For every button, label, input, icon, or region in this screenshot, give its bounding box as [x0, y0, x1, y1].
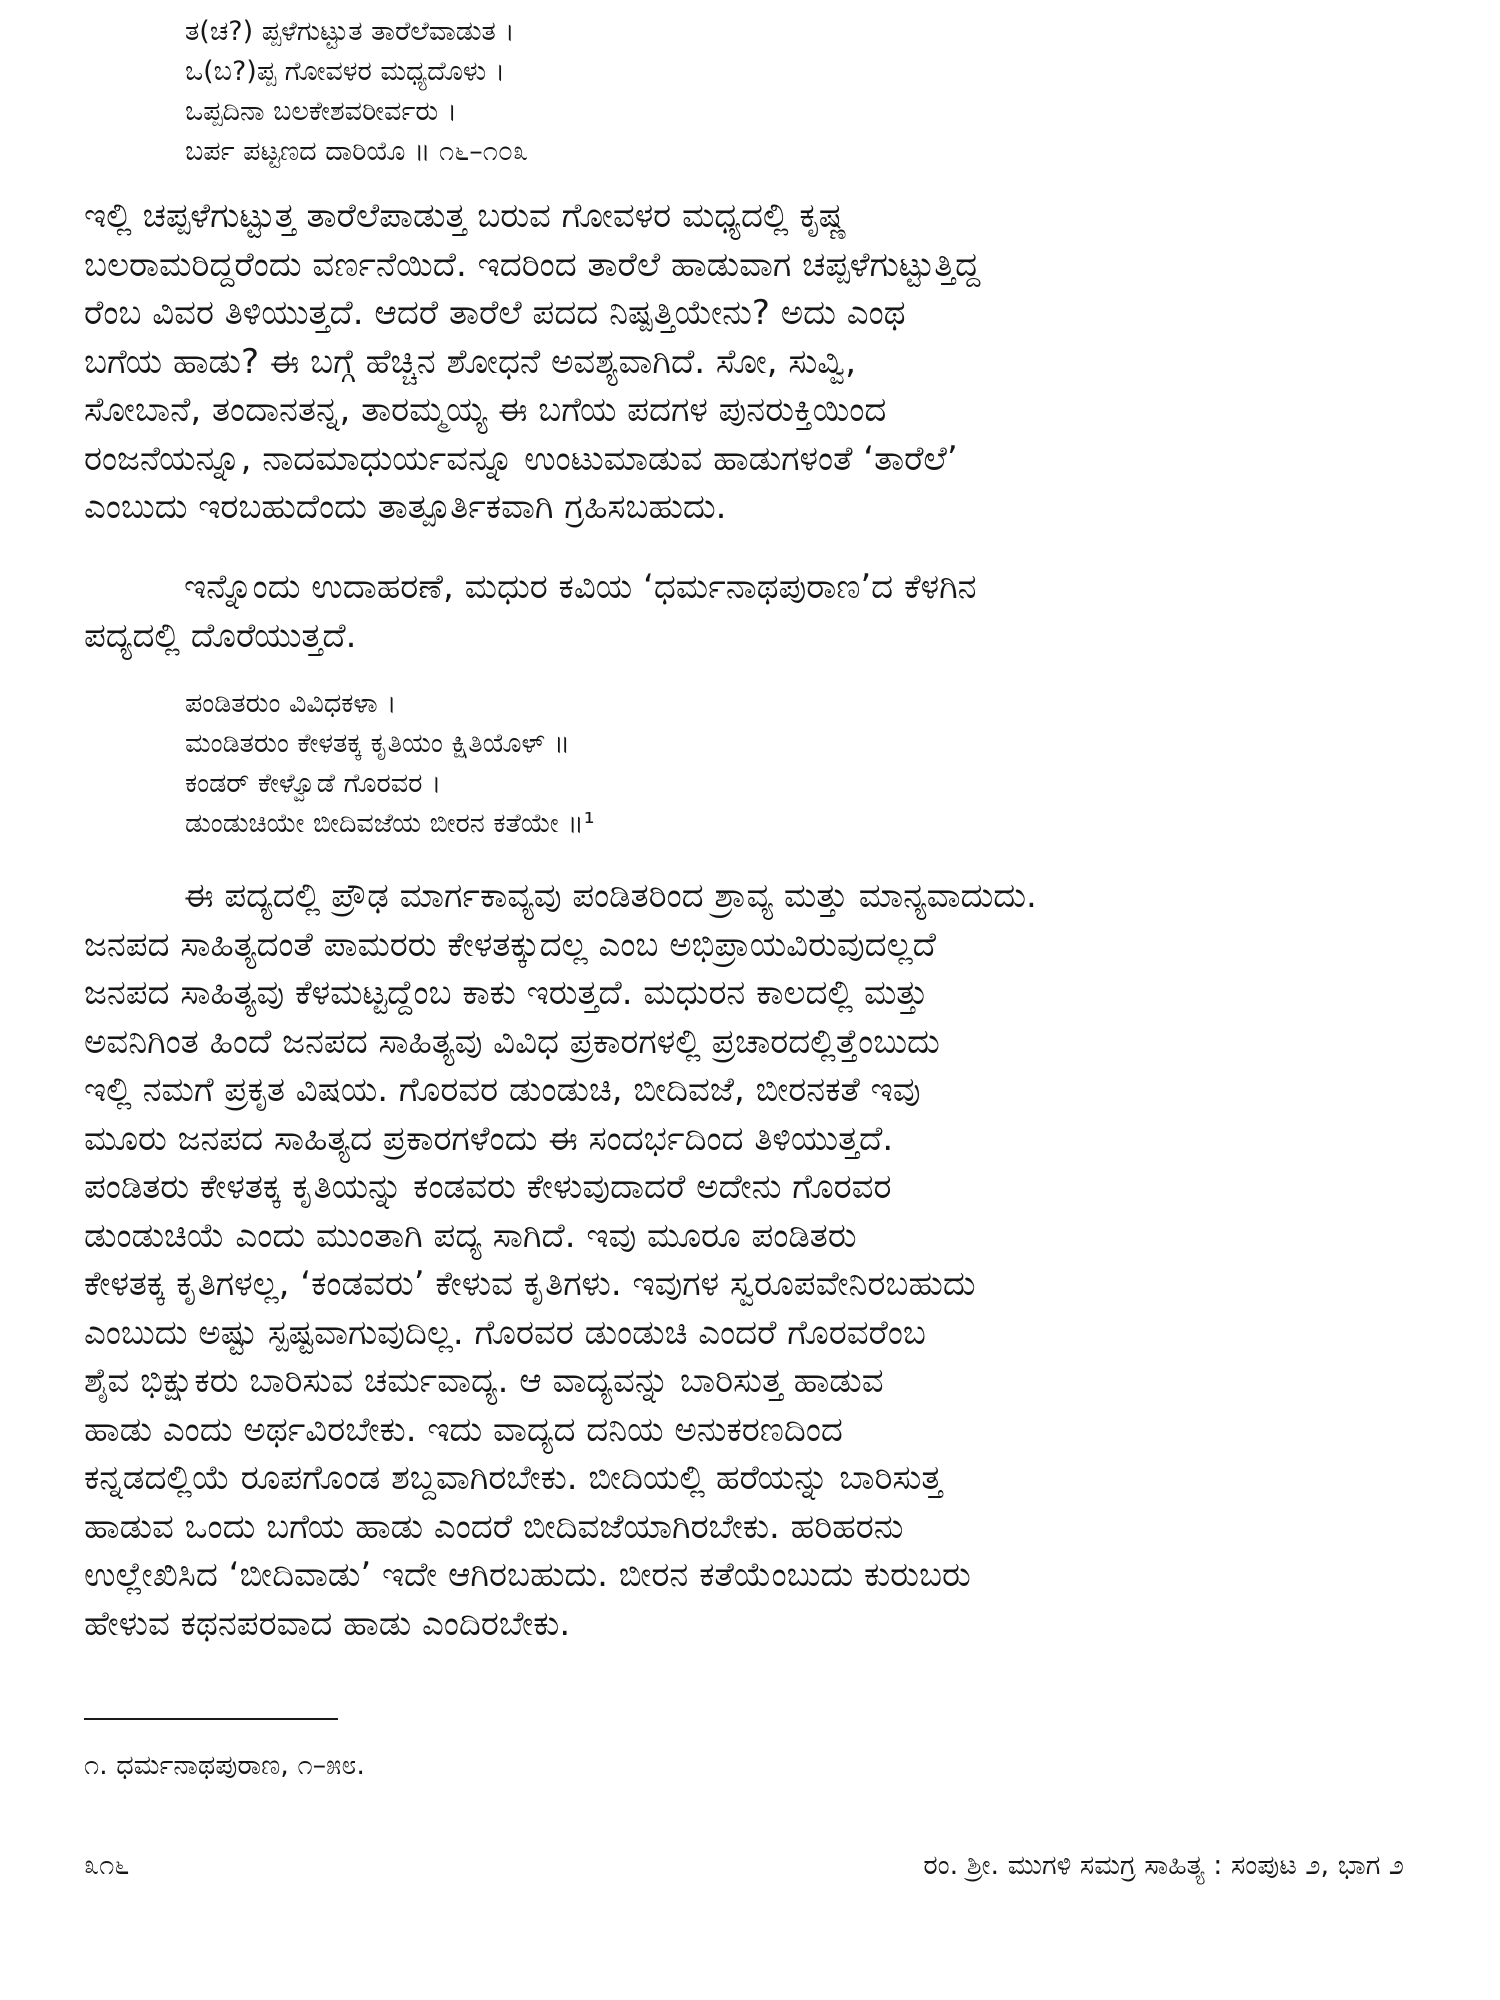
verse-block-middle [185, 684, 1385, 844]
verse-line: ಒಪ್ಪದಿನಾ ಬಲಕೇಶವರೀರ್ವರು । [185, 96, 458, 127]
text-line: ಹಾಡುವ ಒಂದು ಬಗೆಯ ಹಾಡು ಎಂದರೆ ಬೀದಿವಜೆಯಾಗಿರಬೇಕು. ಹರಿಹರನು [84, 1506, 904, 1547]
verse-line: ಮಂಡಿತರುಂ ಕೇಳತಕ್ಕ ಕೃತಿಯಂ ಕ್ಷಿತಿಯೊಳ್ ॥ [185, 728, 570, 759]
text-line: ಎಂಬುದು ಅಷ್ಟು ಸ್ಪಷ್ಟವಾಗುವುದಿಲ್ಲ. ಗೊರವರ ಡುಂಡುಚಿ ಎಂದರೆ ಗೊರವರೆಂಬ [84, 1312, 926, 1353]
text-line: ಉಲ್ಲೇಖಿಸಿದ ‘ಬೀದಿವಾಡು’ ಇದೇ ಆಗಿರಬಹುದು. ಬೀರನ ಕತೆಯೆಂಬುದು ಕುರುಬರು [84, 1555, 971, 1595]
footnote-divider [84, 1718, 338, 1720]
text-line: ಕನ್ನಡದಲ್ಲಿಯೆ ರೂಪಗೊಂಡ ಶಬ್ದವಾಗಿರಬೇಕು. ಬೀದಿಯಲ್ಲಿ ಹರೆಯನ್ನು ಬಾರಿಸುತ್ತ [84, 1458, 943, 1498]
paragraph-3 [84, 872, 1404, 1648]
verse-line: ಪಂಡಿತರುಂ ವಿವಿಧಕಳಾ । [185, 688, 397, 719]
text-line: ಪದ್ಯದಲ್ಲಿ ದೊರೆಯುತ್ತದೆ. [84, 615, 357, 656]
text-line: ಎಂಬುದು ಇರಬಹುದೆಂದು ತಾತ್ಪೂರ್ತಿಕವಾಗಿ ಗ್ರಹಿಸಬಹುದು. [84, 487, 727, 527]
text-line: ಡುಂಡುಚಿಯೆ ಎಂದು ಮುಂತಾಗಿ ಪದ್ಯ ಸಾಗಿದೆ. ಇವು ಮೂರೂ ಪಂಡಿತರು [84, 1215, 857, 1256]
text-line: ರಂಜನೆಯನ್ನೂ, ನಾದಮಾಧುರ್ಯವನ್ನೂ ಉಂಟುಮಾಡುವ ಹಾಡುಗಳಂತೆ ‘ತಾರೆಲೆ’ [84, 438, 958, 479]
verse-line: ಕಂಡರ್ ಕೇಳ್ವೊಡೆ ಗೊರವರ । [185, 768, 442, 799]
text-line: ಅವನಿಗಿಂತ ಹಿಂದೆ ಜನಪದ ಸಾಹಿತ್ಯವು ವಿವಿಧ ಪ್ರಕಾರಗಳಲ್ಲಿ ಪ್ರಚಾರದಲ್ಲಿತ್ತೆಂಬುದು [84, 1021, 940, 1062]
text-line: ಬಲರಾಮರಿದ್ದರೆಂದು ವರ್ಣನೆಯಿದೆ. ಇದರಿಂದ ತಾರೆಲೆ ಹಾಡುವಾಗ ಚಪ್ಪಳೆಗುಟ್ಟುತ್ತಿದ್ದ [84, 244, 981, 285]
verse-block-top [185, 12, 1385, 172]
paragraph-2 [84, 563, 1404, 660]
verse-line: ತ(ಚ?) ಪ್ಪಳೆಗುಟ್ಟುತ ತಾರೆಲೆವಾಡುತ । [185, 16, 515, 47]
text-line: ಜನಪದ ಸಾಹಿತ್ಯವು ಕೆಳಮಟ್ಟದ್ದೆಂಬ ಕಾಕು ಇರುತ್ತದೆ. ಮಧುರನ ಕಾಲದಲ್ಲಿ ಮತ್ತು [84, 973, 929, 1013]
verse-line: ಡುಂಡುಚಿಯೇ ಬೀದಿವಜೆಯ ಬೀರನ ಕತೆಯೇ ॥¹ [185, 808, 595, 839]
text-line: ಕೇಳತಕ್ಕ ಕೃತಿಗಳಲ್ಲ, ‘ಕಂಡವರು’ ಕೇಳುವ ಕೃತಿಗಳು. ಇವುಗಳ ಸ್ವರೂಪವೇನಿರಬಹುದು [84, 1264, 976, 1304]
text-line: ಬಗೆಯ ಹಾಡು? ಈ ಬಗ್ಗೆ ಹೆಚ್ಚಿನ ಶೋಧನೆ ಅವಶ್ಯವಾಗಿದೆ. ಸೋ, ಸುವ್ವಿ, [84, 341, 857, 382]
text-line: ಇಲ್ಲಿ ಚಪ್ಪಳೆಗುಟ್ಟುತ್ತ ತಾರೆಲೆಪಾಡುತ್ತ ಬರುವ ಗೋವಳರ ಮಧ್ಯದಲ್ಲಿ ಕೃಷ್ಣ [84, 196, 847, 236]
text-line: ಇನ್ನೊಂದು ಉದಾಹರಣೆ, ಮಧುರ ಕವಿಯ ‘ಧರ್ಮನಾಥಪುರಾಣ’ದ ಕೆಳಗಿನ [184, 567, 977, 607]
verse-line: ಬರ್ಪ ಪಟ್ಟಣದ ದಾರಿಯೊ ॥ ೧೬–೧೦೩ [185, 136, 529, 167]
running-footer-title: ರಂ. ಶ್ರೀ. ಮುಗಳಿ ಸಮಗ್ರ ಸಾಹಿತ್ಯ : ಸಂಪುಟ ೨, ಭಾಗ ೨ [923, 1850, 1404, 1881]
text-line: ರೆಂಬ ವಿವರ ತಿಳಿಯುತ್ತದೆ. ಆದರೆ ತಾರೆಲೆ ಪದದ ನಿಷ್ಪತ್ತಿಯೇನು? ಅದು ಎಂಥ [84, 293, 906, 333]
text-line: ಹಾಡು ಎಂದು ಅರ್ಥವಿರಬೇಕು. ಇದು ವಾದ್ಯದ ದನಿಯ ಅನುಕರಣದಿಂದ [84, 1409, 843, 1450]
text-line: ಮೂರು ಜನಪದ ಸಾಹಿತ್ಯದ ಪ್ರಕಾರಗಳೆಂದು ಈ ಸಂದರ್ಭದಿಂದ ತಿಳಿಯುತ್ತದೆ. [84, 1118, 894, 1159]
paragraph-1 [84, 192, 1404, 532]
footnote: ೧. ಧರ್ಮನಾಥಪುರಾಣ, ೧–೫೮. [84, 1750, 365, 1781]
text-line: ಇಲ್ಲಿ ನಮಗೆ ಪ್ರಕೃತ ವಿಷಯ. ಗೊರವರ ಡುಂಡುಚಿ, ಬೀದಿವಜೆ, ಬೀರನಕತೆ ಇವು [84, 1070, 921, 1110]
text-line: ಪಂಡಿತರು ಕೇಳತಕ್ಕ ಕೃತಿಯನ್ನು ಕಂಡವರು ಕೇಳುವುದಾದರೆ ಅದೇನು ಗೊರವರ [84, 1167, 892, 1207]
text-line: ಸೋಬಾನೆ, ತಂದಾನತನ್ನ, ತಾರಮ್ಮಯ್ಯ ಈ ಬಗೆಯ ಪದಗಳ ಪುನರುಕ್ತಿಯಿಂದ [84, 390, 887, 430]
text-line: ಈ ಪದ್ಯದಲ್ಲಿ ಪ್ರೌಢ ಮಾರ್ಗಕಾವ್ಯವು ಪಂಡಿತರಿಂದ ಶ್ರಾವ್ಯ ಮತ್ತು ಮಾನ್ಯವಾದುದು. [184, 876, 1037, 916]
verse-line: ಒ(ಬ?)ಪ್ಪ ಗೋವಳರ ಮಧ್ಯದೊಳು । [185, 56, 506, 87]
text-line: ಜನಪದ ಸಾಹಿತ್ಯದಂತೆ ಪಾಮರರು ಕೇಳತಕ್ಕುದಲ್ಲ ಎಂಬ ಅಭಿಪ್ರಾಯವಿರುವುದಲ್ಲದೆ [84, 924, 936, 965]
page-number: ೩೧೬ [84, 1850, 130, 1881]
text-line: ಹೇಳುವ ಕಥನಪರವಾದ ಹಾಡು ಎಂದಿರಬೇಕು. [84, 1603, 571, 1644]
text-line: ಶೈವ ಭಿಕ್ಷುಕರು ಬಾರಿಸುವ ಚರ್ಮವಾದ್ಯ. ಆ ವಾದ್ಯವನ್ನು ಬಾರಿಸುತ್ತ ಹಾಡುವ [84, 1361, 884, 1401]
